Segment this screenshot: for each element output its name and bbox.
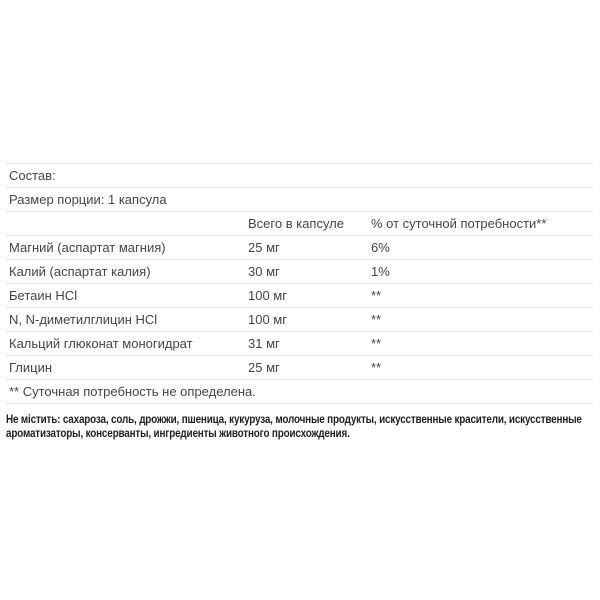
table-row: [6, 260, 593, 284]
composition-row: [6, 164, 593, 188]
table-row: [6, 308, 593, 332]
ingredient-amount: 30 мг: [245, 260, 368, 284]
supplement-facts-label: [6, 163, 593, 441]
supplement-facts-table: [6, 163, 593, 404]
header-amount-per-capsule: Всего в капсуле: [245, 212, 368, 236]
ingredient-daily-value: **: [368, 284, 593, 308]
ingredient-daily-value: **: [368, 356, 593, 380]
ingredient-amount: 31 мг: [245, 332, 368, 356]
ingredient-name: Бетаин HCl: [6, 284, 245, 308]
ingredient-daily-value: **: [368, 308, 593, 332]
ingredient-name: Глицин: [6, 356, 245, 380]
header-empty-cell: [6, 212, 245, 236]
allergen-disclaimer: Не містить: сахароза, соль, дрожжи, пшеница, кукуруза, молочные продукты, искусственные красители, искусственные ароматизаторы, консерванты, ингредиенты животного происхождения.: [6, 414, 582, 440]
ingredient-name: Магний (аспартат магния): [6, 236, 245, 260]
table-row: [6, 356, 593, 380]
ingredient-name: Кальций глюконат моногидрат: [6, 332, 245, 356]
footnote-text: ** Суточная потребность не определена.: [6, 380, 593, 404]
header-percent-daily-value: % от суточной потребности**: [368, 212, 593, 236]
ingredient-daily-value: 1%: [368, 260, 593, 284]
table-row: [6, 236, 593, 260]
composition-label: Состав:: [6, 164, 593, 188]
table-row: [6, 332, 593, 356]
ingredient-amount: 100 мг: [245, 284, 368, 308]
ingredient-rows: [6, 164, 593, 404]
ingredient-name: Калий (аспартат калия): [6, 260, 245, 284]
serving-size-row: [6, 188, 593, 212]
ingredient-amount: 25 мг: [245, 236, 368, 260]
table-header-row: [6, 212, 593, 236]
ingredient-amount: 100 мг: [245, 308, 368, 332]
ingredient-amount: 25 мг: [245, 356, 368, 380]
ingredient-daily-value: 6%: [368, 236, 593, 260]
serving-size-label: Размер порции: 1 капсула: [6, 188, 593, 212]
table-row: [6, 284, 593, 308]
ingredient-name: N, N-диметилглицин HCl: [6, 308, 245, 332]
footnote-row: [6, 380, 593, 404]
ingredient-daily-value: **: [368, 332, 593, 356]
